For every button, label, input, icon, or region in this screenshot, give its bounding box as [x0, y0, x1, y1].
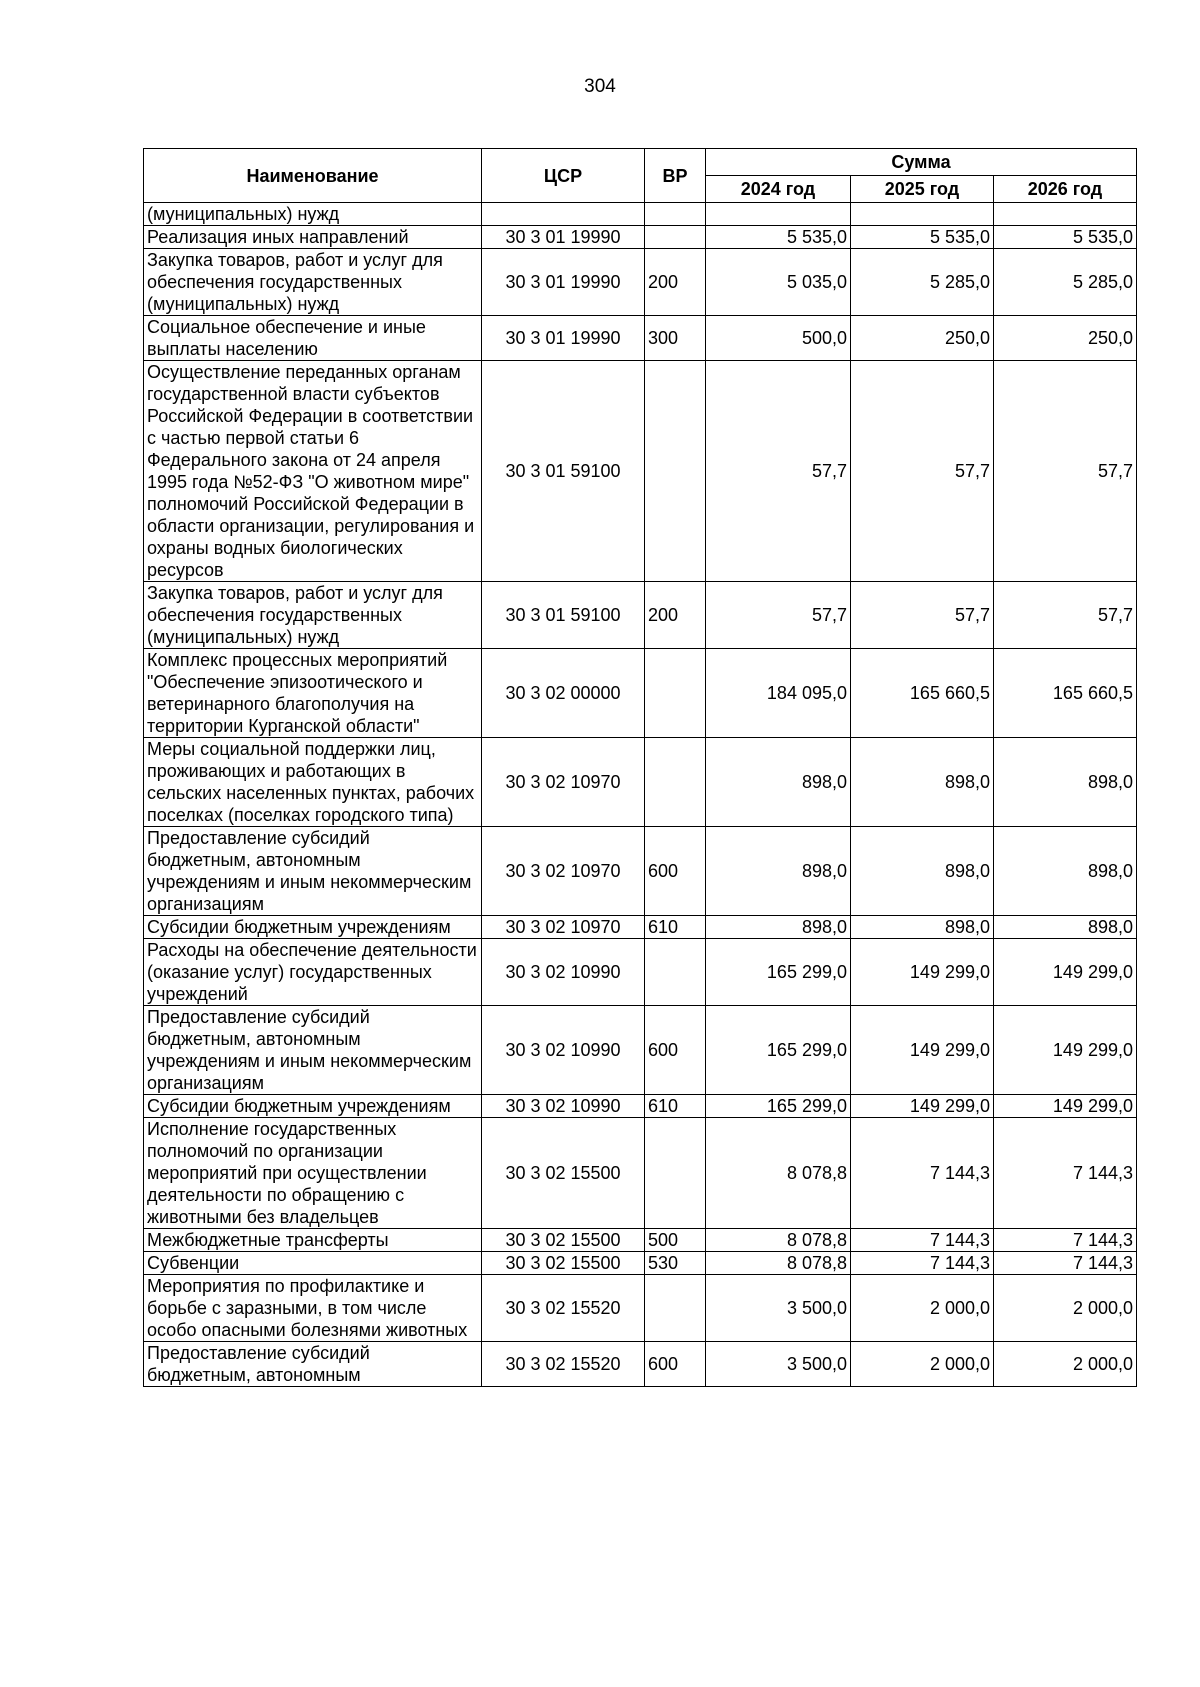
row-vr	[645, 226, 706, 249]
row-vr: 610	[645, 1095, 706, 1118]
row-vr	[645, 1118, 706, 1229]
row-vr: 300	[645, 316, 706, 361]
row-value-2026: 2 000,0	[994, 1275, 1137, 1342]
table-row	[144, 316, 1137, 361]
row-name: Субсидии бюджетным учреждениям	[144, 916, 482, 939]
table-row	[144, 203, 1137, 226]
row-vr	[645, 738, 706, 827]
row-value-2025: 149 299,0	[851, 939, 994, 1006]
row-name: Исполнение государственных полномочий по организации мероприятий при осуществлении деятельности по обращению с животными без владельцев	[144, 1118, 482, 1229]
table-row	[144, 1118, 1137, 1229]
table-row	[144, 827, 1137, 916]
row-value-2025: 898,0	[851, 738, 994, 827]
row-csr: 30 3 02 15500	[482, 1118, 645, 1229]
header-year-2026: 2026 год	[994, 176, 1137, 203]
header-csr: ЦСР	[482, 149, 645, 203]
row-value-2024: 5 535,0	[706, 226, 851, 249]
row-value-2025	[851, 203, 994, 226]
row-name: Комплекс процессных мероприятий "Обеспечение эпизоотического и ветеринарного благополучия на территории Курганской области"	[144, 649, 482, 738]
row-name: Осуществление переданных органам государственной власти субъектов Российской Федерации в соответствии с частью первой статьи 6 Федерального закона от 24 апреля 1995 года №52-ФЗ "О животном мире" полномочий Российской Федерации в области организации, регулирования и охраны водных биологических ресурсов	[144, 361, 482, 582]
row-value-2024: 8 078,8	[706, 1118, 851, 1229]
row-vr: 200	[645, 249, 706, 316]
table-row	[144, 1095, 1137, 1118]
row-csr: 30 3 02 10990	[482, 1006, 645, 1095]
table-header	[144, 149, 1137, 203]
row-csr: 30 3 02 15520	[482, 1342, 645, 1387]
row-name: Предоставление субсидий бюджетным, автономным учреждениям и иным некоммерческим организациям	[144, 1006, 482, 1095]
table-row	[144, 1275, 1137, 1342]
row-name: (муниципальных) нужд	[144, 203, 482, 226]
row-value-2026: 7 144,3	[994, 1229, 1137, 1252]
table-row	[144, 582, 1137, 649]
row-value-2025: 898,0	[851, 827, 994, 916]
row-vr: 530	[645, 1252, 706, 1275]
row-value-2025: 898,0	[851, 916, 994, 939]
row-value-2026: 7 144,3	[994, 1118, 1137, 1229]
table-row	[144, 1342, 1137, 1387]
row-value-2025: 5 285,0	[851, 249, 994, 316]
row-value-2025: 5 535,0	[851, 226, 994, 249]
row-vr: 600	[645, 1342, 706, 1387]
table-row	[144, 939, 1137, 1006]
row-value-2024	[706, 203, 851, 226]
row-value-2025: 2 000,0	[851, 1275, 994, 1342]
row-vr	[645, 1275, 706, 1342]
table-row	[144, 1229, 1137, 1252]
row-value-2024: 898,0	[706, 916, 851, 939]
row-value-2025: 57,7	[851, 582, 994, 649]
row-value-2026: 7 144,3	[994, 1252, 1137, 1275]
row-value-2025: 250,0	[851, 316, 994, 361]
row-value-2026: 57,7	[994, 361, 1137, 582]
row-vr: 200	[645, 582, 706, 649]
row-value-2026: 2 000,0	[994, 1342, 1137, 1387]
row-csr: 30 3 02 10970	[482, 827, 645, 916]
row-name: Меры социальной поддержки лиц, проживающих и работающих в сельских населенных пунктах, рабочих поселках (поселках городского типа)	[144, 738, 482, 827]
table-row	[144, 916, 1137, 939]
row-value-2024: 57,7	[706, 582, 851, 649]
header-vr: ВР	[645, 149, 706, 203]
row-value-2024: 8 078,8	[706, 1252, 851, 1275]
row-vr: 610	[645, 916, 706, 939]
row-csr: 30 3 02 15500	[482, 1229, 645, 1252]
row-value-2026: 149 299,0	[994, 1095, 1137, 1118]
row-csr: 30 3 02 10990	[482, 939, 645, 1006]
row-name: Субвенции	[144, 1252, 482, 1275]
row-name: Предоставление субсидий бюджетным, автономным учреждениям и иным некоммерческим организациям	[144, 827, 482, 916]
row-value-2026	[994, 203, 1137, 226]
row-csr: 30 3 01 19990	[482, 249, 645, 316]
row-vr: 600	[645, 827, 706, 916]
row-vr	[645, 361, 706, 582]
row-value-2024: 3 500,0	[706, 1342, 851, 1387]
table-row	[144, 1006, 1137, 1095]
header-sum: Сумма	[706, 149, 1137, 176]
row-csr: 30 3 01 59100	[482, 361, 645, 582]
header-year-2025: 2025 год	[851, 176, 994, 203]
header-year-2024: 2024 год	[706, 176, 851, 203]
row-value-2025: 2 000,0	[851, 1342, 994, 1387]
row-vr	[645, 649, 706, 738]
row-value-2024: 898,0	[706, 738, 851, 827]
table-row	[144, 1252, 1137, 1275]
page-number: 304	[584, 76, 616, 97]
row-value-2024: 57,7	[706, 361, 851, 582]
row-csr: 30 3 02 10970	[482, 738, 645, 827]
row-value-2024: 3 500,0	[706, 1275, 851, 1342]
row-vr: 500	[645, 1229, 706, 1252]
row-value-2025: 7 144,3	[851, 1118, 994, 1229]
row-value-2026: 898,0	[994, 916, 1137, 939]
row-value-2026: 165 660,5	[994, 649, 1137, 738]
row-value-2026: 5 285,0	[994, 249, 1137, 316]
table-row	[144, 738, 1137, 827]
row-name: Социальное обеспечение и иные выплаты населению	[144, 316, 482, 361]
row-name: Закупка товаров, работ и услуг для обеспечения государственных (муниципальных) нужд	[144, 582, 482, 649]
row-name: Закупка товаров, работ и услуг для обеспечения государственных (муниципальных) нужд	[144, 249, 482, 316]
row-value-2025: 7 144,3	[851, 1252, 994, 1275]
row-vr: 600	[645, 1006, 706, 1095]
row-name: Субсидии бюджетным учреждениям	[144, 1095, 482, 1118]
row-value-2026: 57,7	[994, 582, 1137, 649]
row-value-2025: 149 299,0	[851, 1006, 994, 1095]
table-row	[144, 361, 1137, 582]
row-value-2025: 149 299,0	[851, 1095, 994, 1118]
row-value-2024: 8 078,8	[706, 1229, 851, 1252]
row-name: Расходы на обеспечение деятельности (оказание услуг) государственных учреждений	[144, 939, 482, 1006]
row-csr: 30 3 01 19990	[482, 226, 645, 249]
row-csr: 30 3 02 15520	[482, 1275, 645, 1342]
row-value-2024: 500,0	[706, 316, 851, 361]
row-value-2025: 57,7	[851, 361, 994, 582]
row-csr: 30 3 02 15500	[482, 1252, 645, 1275]
table-row	[144, 226, 1137, 249]
row-vr	[645, 939, 706, 1006]
row-value-2026: 5 535,0	[994, 226, 1137, 249]
table-body	[144, 203, 1137, 1387]
row-name: Реализация иных направлений	[144, 226, 482, 249]
row-name: Предоставление субсидий бюджетным, автономным	[144, 1342, 482, 1387]
row-value-2024: 5 035,0	[706, 249, 851, 316]
row-name: Мероприятия по профилактике и борьбе с заразными, в том числе особо опасными болезнями животных	[144, 1275, 482, 1342]
row-csr	[482, 203, 645, 226]
budget-table	[143, 148, 1137, 1387]
row-csr: 30 3 01 19990	[482, 316, 645, 361]
row-value-2024: 898,0	[706, 827, 851, 916]
row-csr: 30 3 02 00000	[482, 649, 645, 738]
row-value-2025: 7 144,3	[851, 1229, 994, 1252]
row-csr: 30 3 02 10990	[482, 1095, 645, 1118]
row-value-2026: 149 299,0	[994, 939, 1137, 1006]
row-value-2026: 149 299,0	[994, 1006, 1137, 1095]
row-value-2026: 898,0	[994, 738, 1137, 827]
row-value-2026: 898,0	[994, 827, 1137, 916]
table-row	[144, 649, 1137, 738]
row-name: Межбюджетные трансферты	[144, 1229, 482, 1252]
header-name: Наименование	[144, 149, 482, 203]
row-value-2024: 165 299,0	[706, 1095, 851, 1118]
row-value-2024: 165 299,0	[706, 939, 851, 1006]
row-value-2024: 184 095,0	[706, 649, 851, 738]
row-csr: 30 3 01 59100	[482, 582, 645, 649]
row-csr: 30 3 02 10970	[482, 916, 645, 939]
table-row	[144, 249, 1137, 316]
row-vr	[645, 203, 706, 226]
row-value-2025: 165 660,5	[851, 649, 994, 738]
row-value-2026: 250,0	[994, 316, 1137, 361]
row-value-2024: 165 299,0	[706, 1006, 851, 1095]
